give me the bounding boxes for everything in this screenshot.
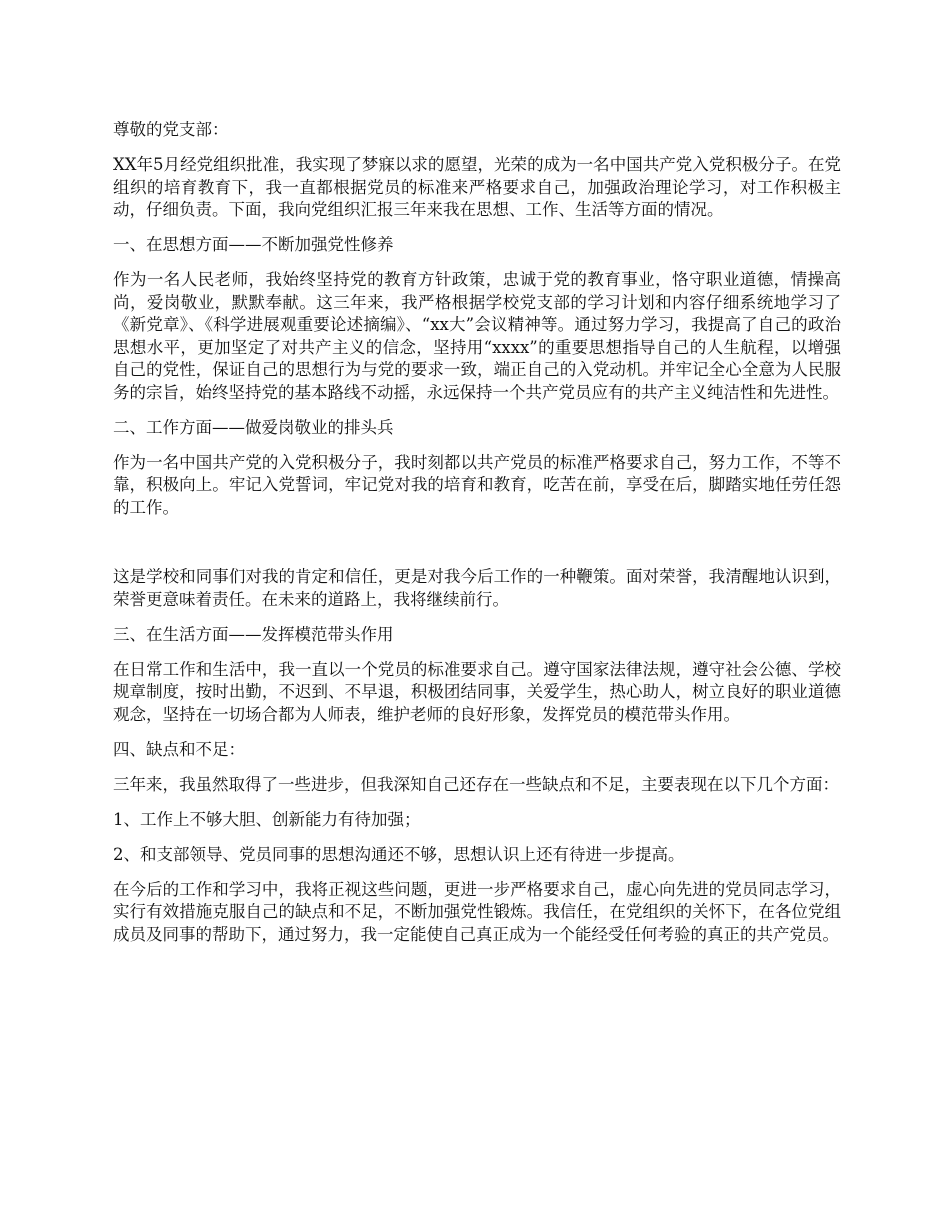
shortcomings-intro: 三年来，我虽然取得了一些进步，但我深知自己还存在一些缺点和不足，主要表现在以下几个方面：: [113, 774, 839, 794]
shortcoming-item-1: 1、工作上不够大胆、创新能力有待加强；: [113, 809, 421, 829]
closing-paragraph: 在今后的工作和学习中，我将正视这些问题，更进一步严格要求自己，虚心向先进的党员同志学习，实行有效措施克服自己的缺点和不足，不断加强党性锻炼。我信任，在党组织的关怀下，在各位党组成员及同事的帮助下，通过努力，我一定能使自己真正成为一个能经受任何考验的真正的共产党员。: [113, 879, 841, 944]
section-heading-work: 二、工作方面——做爱岗敬业的排头兵: [113, 417, 394, 437]
work-paragraph: 作为一名中国共产党的入党积极分子，我时刻都以共产党员的标准严格要求自己，努力工作，不等不靠，积极向上。牢记入党誓词，牢记党对我的培育和教育，吃苦在前，享受在后，脚踏实地任劳任怨的工作。: [113, 452, 841, 517]
life-paragraph: 在日常工作和生活中，我一直以一个党员的标准要求自己。遵守国家法律法规，遵守社会公德、学校规章制度，按时出勤，不迟到、不早退，积极团结同事，关爱学生，热心助人，树立良好的职业道德观念，坚持在一切场合都为人师表，维护老师的良好形象，发挥党员的模范带头作用。: [113, 659, 841, 724]
intro-paragraph: XX年5月经党组织批准，我实现了梦寐以求的愿望，光荣的成为一名中国共产党入党积极分子。在党组织的培育教育下，我一直都根据党员的标准来严格要求自己，加强政治理论学习，对工作积极主动，仔细负责。下面，我向党组织汇报三年来我在思想、工作、生活等方面的情况。: [113, 155, 841, 219]
shortcoming-item-2: 2、和支部领导、党员同事的思想沟通还不够，思想认识上还有待进一步提高。: [113, 844, 685, 864]
thought-paragraph: 作为一名人民老师，我始终坚持党的教育方针政策，忠诚于党的教育事业，恪守职业道德，情操高尚，爱岗敬业，默默奉献。这三年来，我严格根据学校党支部的学习计划和内容仔细系统地学习了《新党章》、《科学进展观重要论述摘编》、“xx大”会议精神等。通过努力学习，我提高了自己的政治思想水平，更加坚定了对共产主义的信念，坚持用“xxxx”的重要思想指导自己的人生航程，以增强自己的党性，保证自己的思想行为与党的要求一致，端正自己的入党动机。并牢记全心全意为人民服务的宗旨，始终坚持党的基本路线不动摇，永远保持一个共产党员应有的共产主义纯洁性和先进性。: [113, 270, 841, 402]
document-body: [113, 119, 841, 959]
salutation: 尊敬的党支部：: [113, 120, 229, 139]
recognition-paragraph: 这是学校和同事们对我的肯定和信任，更是对我今后工作的一种鞭策。面对荣誉，我清醒地认识到，荣誉更意味着责任。在未来的道路上，我将继续前行。: [113, 567, 841, 609]
section-heading-thought: 一、在思想方面——不断加强党性修养: [113, 235, 394, 254]
section-heading-shortcomings: 四、缺点和不足：: [113, 739, 245, 759]
section-heading-life: 三、在生活方面——发挥模范带头作用: [113, 624, 394, 644]
